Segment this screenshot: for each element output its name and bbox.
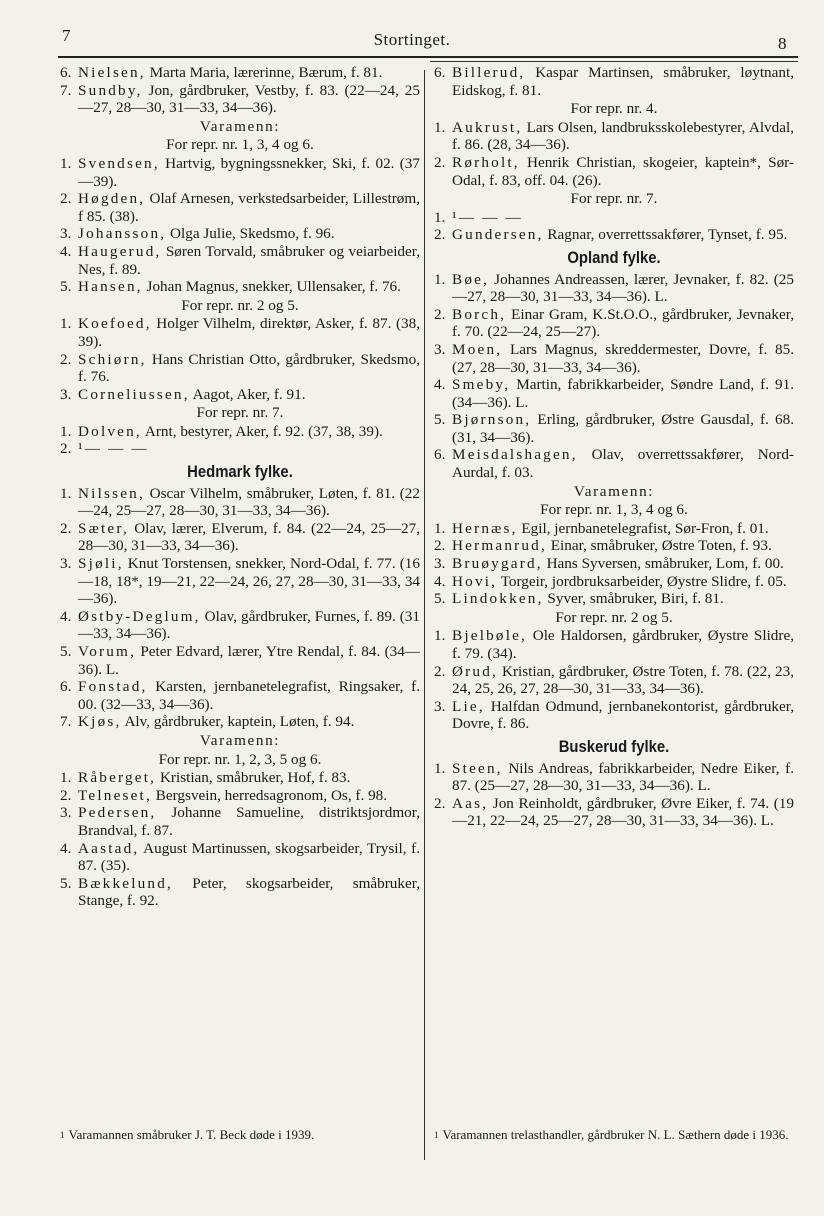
entry-number: 4. [60,839,72,857]
entry-number: 2. [434,662,446,680]
entry-number: 4. [60,607,72,625]
entry-name: Rørholt, [452,153,520,171]
entry-number: 4. [434,376,446,394]
list-item [60,315,420,350]
entry-number: 6. [434,64,446,81]
entry-number: 2. [434,305,446,323]
entry-name: Borch, [452,305,507,323]
entry-name: Høgden, [78,190,146,208]
entry-number: 3. [60,804,72,822]
entry-number: 5. [60,874,72,892]
entry-number: 2. [60,350,72,368]
entry-number: 6. [60,678,72,696]
footnote-mark: 1 [434,1130,439,1140]
section-heading: Buskerud fylke. [558,737,670,756]
entry-details: Alv, gårdbruker, kaptein, Løten, f. 94. [121,713,355,731]
entry-details: Kristian, gårdbruker, Østre Toten, f. 78. (22, 23, 24, 25, 26, 27, 28—30, 31—33, 34—36). [452,662,794,698]
entry-number: 1. [60,484,72,502]
entry-name: Østby-Deglum, [78,607,201,625]
entry-details: Peter, skogsarbeider, småbruker, Stange, f. 92. [78,874,420,910]
entry-details: Olav, gårdbruker, Furnes, f. 89. (31—33, 34—36). [78,607,420,643]
list-item [434,555,794,573]
entry-name: ¹— — — [78,440,149,458]
entry-name: Ørud, [452,662,499,680]
entry-number: 2. [60,190,72,208]
entry-number: 5. [60,278,72,296]
entry-details: Marta Maria, lærerinne, Bærum, f. 81. [145,64,383,81]
entry-details: Olaf Arnesen, verkstedsarbeider, Lillestrøm, f 85. (38). [78,190,420,225]
list-item [60,520,420,555]
entry-name: Råberget, [78,769,157,787]
list-item [60,713,420,731]
entry-number: 2. [434,537,446,555]
list-item [60,64,420,82]
group-label: For repr. nr. 7. [196,404,284,422]
list-item [434,520,794,538]
list-item [60,485,420,520]
column-divider [424,70,425,1160]
entry-number: 7. [60,713,72,731]
entry-number: 4. [60,242,72,260]
entry-name: Lie, [452,697,485,715]
section-heading: Hedmark fylke. [187,463,293,482]
entry-details: Søren Torvald, småbruker og veiarbeider, Nes, f. 89. [78,242,420,278]
entry-details: Syver, småbruker, Biri, f. 81. [543,590,724,608]
list-item [60,678,420,713]
header-rule [58,56,798,58]
entry-number: 3. [434,340,446,358]
list-item [60,190,420,225]
entry-name: Nilssen, [78,484,145,502]
list-item [60,82,420,117]
entry-name: Hernæs, [452,519,518,537]
entry-number: 3. [60,225,72,243]
entry-details: Hartvig, bygningssnekker, Ski, f. 02. (37—39). [78,154,420,190]
entry-name: Bækkelund, [78,874,173,892]
entry-name: Bjørnson, [452,411,532,429]
entry-details: Egil, jernbanetelegrafist, Sør-Fron, f. 01. [517,519,769,537]
group-label: For repr. nr. 1, 3, 4 og 6. [540,501,688,519]
entry-name: Kjøs, [78,713,122,731]
group-label: For repr. nr. 4. [570,100,658,118]
list-item [434,306,794,341]
list-item [434,537,794,555]
entry-number: 2. [434,153,446,171]
entry-number: 1. [434,627,446,645]
list-item [434,573,794,591]
entry-details: Hans Syversen, småbruker, Lom, f. 00. [542,555,784,573]
entry-number: 6. [60,64,72,81]
list-item [434,663,794,698]
entry-name: Svendsen, [78,154,160,172]
group-label: For repr. nr. 1, 2, 3, 5 og 6. [158,750,322,768]
list-item [60,351,420,386]
entry-details: Johan Magnus, snekker, Ullensaker, f. 76. [142,278,401,296]
entry-details: Jon, gårdbruker, Vestby, f. 83. (22—24, 25—27, 28—30, 31—33, 34—36). [78,81,420,117]
footnote-left [60,1128,410,1142]
section-heading: Opland fylke. [567,248,661,267]
list-item [434,226,794,244]
group-label: For repr. nr. 2 og 5. [555,608,673,626]
header-rule-secondary [430,61,798,62]
entry-name: Billerud, [452,64,526,81]
entry-details: Arnt, bestyrer, Aker, f. 92. (37, 38, 39). [141,422,383,440]
list-item [60,243,420,278]
entry-details: Jon Reinholdt, gårdbruker, Øvre Eiker, f. 74. (19—21, 22—24, 25—27, 28—30, 31—33, 34—36). L. [452,794,794,830]
page-number-left: 7 [62,26,71,45]
list-item [60,155,420,190]
entry-details: Karsten, jernbanetelegrafist, Ringsaker, f. 00. (32—33, 34—36). [78,678,420,713]
entry-name: Bøe, [452,270,490,288]
list-item [434,627,794,662]
entry-name: Sundby, [78,81,143,99]
entry-number: 2. [434,226,446,244]
list-item [434,446,794,481]
entry-name: Nielsen, [78,64,146,81]
entry-details: Lars Magnus, skreddermester, Dovre, f. 85. (27, 28—30, 31—33, 34—36). [452,340,794,376]
entry-number: 2. [60,519,72,537]
group-label: For repr. nr. 2 og 5. [181,296,299,314]
footnote-text: Varamannen småbruker J. T. Beck døde i 1939. [68,1127,315,1142]
entry-details: Nils Andreas, fabrikkarbeider, Nedre Eiker, f. 87. (25—27, 28—30, 31—33, 34—36). L. [452,759,794,795]
list-item [60,804,420,839]
entry-number: 1. [434,519,446,537]
entry-number: 5. [434,590,446,608]
entry-details: Martin, fabrikkarbeider, Søndre Land, f. 91. (34—36). L. [452,376,794,411]
entry-name: Telneset, [78,786,152,804]
entry-number: 3. [60,555,72,573]
entry-name: Pedersen, [78,804,157,822]
entry-details: Olav, lærer, Elverum, f. 84. (22—24, 25—27, 28—30, 31—33, 34—36). [78,519,420,555]
list-item [434,795,794,830]
entry-details: Ragnar, overrettssakfører, Tynset, f. 95. [543,226,788,244]
list-item [60,787,420,805]
entry-name: Haugerud, [78,242,162,260]
entry-details: Lars Olsen, landbruksskolebestyrer, Alvdal, f. 86. (28, 34—36). [452,118,794,154]
entry-name: Schiørn, [78,350,147,368]
right-column [434,64,794,830]
entry-name: Hermanrud, [452,537,547,555]
entry-name: Aas, [452,794,489,812]
group-label: For repr. nr. 1, 3, 4 og 6. [166,136,314,154]
entry-name: Meisdalshagen, [452,446,578,464]
list-item [434,271,794,306]
left-column [60,64,420,910]
entry-number: 3. [434,555,446,573]
entry-number: 5. [434,411,446,429]
entry-name: Gundersen, [452,226,544,244]
entry-number: 1. [434,208,446,226]
list-item [434,119,794,154]
list-item [434,209,794,227]
group-label: For repr. nr. 7. [570,190,658,208]
entry-details: Kristian, småbruker, Hof, f. 83. [156,769,351,787]
entry-details: Einar, småbruker, Østre Toten, f. 93. [546,537,772,555]
entry-name: Lindokken, [452,590,544,608]
subheading: Varamenn: [573,482,655,500]
list-item [60,440,420,458]
list-item [60,555,420,608]
entry-number: 3. [60,385,72,403]
entry-number: 1. [60,769,72,787]
entry-details: Kaspar Martinsen, småbruker, løytnant, Eidskog, f. 81. [452,64,794,99]
entry-name: Smeby, [452,376,511,394]
list-item [60,875,420,910]
entry-details: Knut Torstensen, snekker, Nord-Odal, f. 77. (16—18, 18*, 19—21, 22—24, 26, 27, 28—30, 31—33, 34—36). [78,555,420,608]
entry-number: 2. [434,794,446,812]
entry-details: Olav, overrettssakfører, Nord-Aurdal, f. 03. [452,446,794,482]
list-item [434,760,794,795]
list-item [60,840,420,875]
entry-details: Bergsvein, herredsagronom, Os, f. 98. [151,786,388,804]
entry-details: Johanne Samueline, distriktsjordmor, Brandval, f. 87. [78,804,420,839]
footnote-right [434,1128,794,1142]
entry-number: 6. [434,446,446,464]
entry-name: Sæter, [78,519,129,537]
entry-name: Hansen, [78,278,143,296]
page-title: Stortinget. [373,30,451,49]
entry-details: Oscar Vilhelm, småbruker, Løten, f. 81. (22—24, 25—27, 28—30, 31—33, 34—36). [78,484,420,520]
entry-details: Torgeir, jordbruksarbeider, Øystre Slidre, f. 05. [497,572,787,590]
entry-details: Holger Vilhelm, direktør, Asker, f. 87. (38, 39). [78,315,420,350]
entry-number: 1. [434,270,446,288]
list-item [60,386,420,404]
entry-details: Johannes Andreassen, lærer, Jevnaker, f. 82. (25—27, 28—30, 31—33, 34—36). L. [452,270,794,306]
entry-number: 1. [434,118,446,136]
entry-number: 3. [434,697,446,715]
entry-details: Ole Haldorsen, gårdbruker, Øystre Slidre, f. 79. (34). [452,627,794,662]
entry-name: Bruøygard, [452,555,543,573]
subheading: Varamenn: [199,731,281,749]
list-item [60,225,420,243]
list-item [434,698,794,733]
entry-number: 1. [60,315,72,333]
list-item [434,376,794,411]
list-item [434,341,794,376]
list-item [60,769,420,787]
entry-number: 1. [434,759,446,777]
entry-name: Steen, [452,759,503,777]
page-number-right: 8 [778,34,787,53]
subheading: Varamenn: [199,117,281,135]
entry-number: 2. [60,440,72,458]
entry-name: Hovi, [452,572,498,590]
entry-name: Corneliussen, [78,385,190,403]
entry-details: Peter Edvard, lærer, Ytre Rendal, f. 84. (34—36). L. [78,643,420,678]
entry-number: 4. [434,572,446,590]
entry-details: Olga Julie, Skedsmo, f. 96. [166,225,335,243]
entry-name: Moen, [452,340,503,358]
entry-details: Einar Gram, K.St.O.O., gårdbruker, Jevnaker, f. 70. (22—24, 25—27). [452,305,794,341]
list-item [60,423,420,441]
entry-details: Erling, gårdbruker, Østre Gausdal, f. 68. (31, 34—36). [452,411,794,446]
list-item [60,278,420,296]
list-item [434,154,794,189]
entry-name: Sjøli, [78,555,124,573]
entry-name: Dolven, [78,422,142,440]
entry-name: Johansson, [78,225,167,243]
footnote-mark: 1 [60,1130,65,1140]
list-item [434,64,794,99]
entry-details: Henrik Christian, skogeier, kaptein*, Sør-Odal, f. 83, off. 04. (26). [452,153,794,189]
list-item [60,643,420,678]
entry-number: 5. [60,643,72,660]
entry-details: Aagot, Aker, f. 91. [189,385,306,403]
entry-name: Bjelbøle, [452,627,528,645]
entry-number: 7. [60,81,72,99]
list-item [434,411,794,446]
entry-name: Aastad, [78,839,140,857]
footnote-text: Varamannen trelasthandler, gårdbruker N. L. Sæthern døde i 1936. [442,1127,789,1142]
entry-name: Aukrust, [452,118,523,136]
list-item [60,608,420,643]
entry-number: 1. [60,154,72,172]
entry-number: 2. [60,786,72,804]
entry-number: 1. [60,422,72,440]
entry-name: Fonstad, [78,678,148,696]
entry-name: Koefoed, [78,315,152,333]
entry-name: Vorum, [78,643,137,660]
list-item [434,590,794,608]
entry-details: Hans Christian Otto, gårdbruker, Skedsmo, f. 76. [78,350,420,386]
entry-details: Halfdan Odmund, jernbanekontorist, gårdbruker, Dovre, f. 86. [452,697,794,733]
entry-details: August Martinussen, skogsarbeider, Trysil, f. 87. (35). [78,839,420,875]
entry-name: ¹— — — [452,208,523,226]
